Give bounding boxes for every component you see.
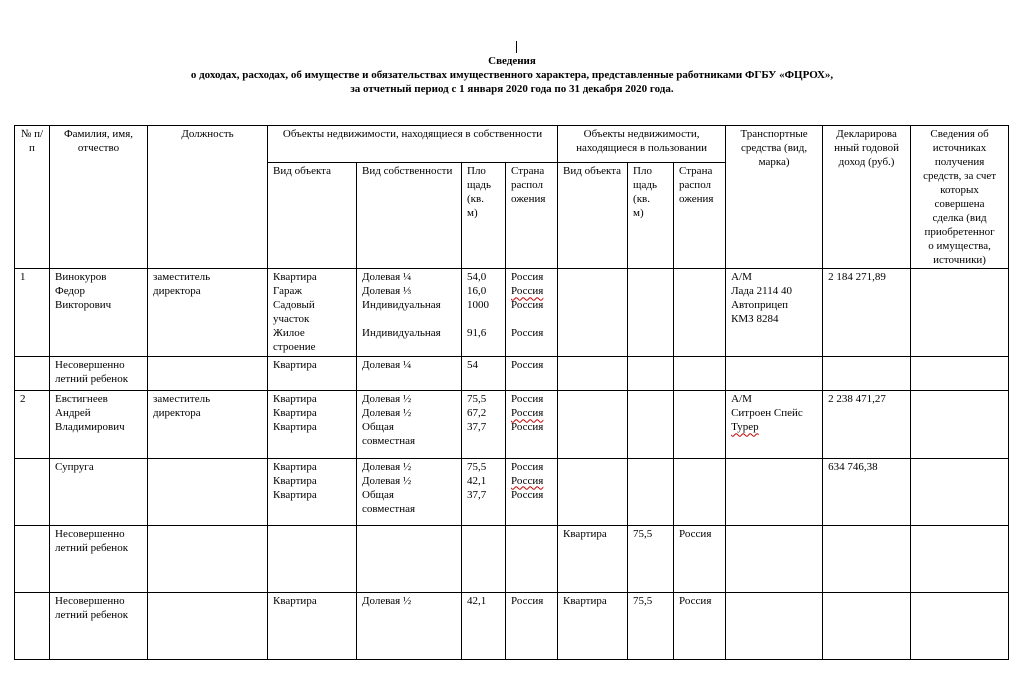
cell-own-object [268,391,357,458]
cell-line: Россия [511,359,544,372]
cell-line: Квартира [563,527,607,540]
cell-num: 2 [15,391,50,458]
table-row [15,525,1009,592]
cell-line: нный годовой [834,142,899,154]
cell-num [15,357,50,391]
cell-line: Страна [511,165,545,178]
cell-income [823,525,911,592]
cell-line: Декларирова [836,128,897,140]
cell-line: Россия [511,271,544,284]
cell-line: Жилое [273,327,305,340]
cell-line: Гараж [273,285,302,298]
cell-line: 54,0 [467,271,487,284]
cell-line: Квартира [273,460,317,473]
cell-line: (кв. [633,193,650,206]
cell-sources [911,458,1009,525]
cell-line: 1000 [467,299,489,312]
cell-line: распол [679,179,712,192]
cell-sources [911,357,1009,391]
cell-line: Федор [55,285,86,298]
cell-own-object [268,592,357,659]
cell-line: ожения [679,193,714,206]
cell-transport [726,357,823,391]
cell-line: Пло [467,165,486,178]
cell-line: Пло [633,165,652,178]
declaration-table [14,125,1009,660]
header-used-object-type: Вид объекта [558,163,628,269]
cell-name [50,458,148,525]
cell-used-area [628,391,674,458]
cell-line: (кв. [467,193,484,206]
cell-line: Россия [511,421,544,434]
cell-name [50,357,148,391]
cell-used-country [674,525,726,592]
cell-name [50,391,148,458]
cell-line: Автоприцеп [731,299,789,312]
header-used-country [674,163,726,269]
cell-line: Несовершенно [55,527,125,540]
cell-line: Россия [511,488,544,501]
document-title: Сведения [488,55,536,67]
cell-transport [726,592,823,659]
header-position: Должность [148,126,268,269]
cell-line: совместная [362,502,416,515]
cell-sources [911,269,1009,357]
cell-used-country [674,592,726,659]
cell-line: 42,1 [467,594,487,607]
cell-line [362,312,456,326]
cell-line: щадь [633,179,658,192]
cell-position [148,525,268,592]
cell-line: Россия [511,393,544,406]
cell-line: Долевая ¼ [362,359,412,372]
cell-line: 37,7 [467,421,487,434]
cell-line: совместная [362,435,416,448]
cell-line: Квартира [273,474,317,487]
cell-line: сделка (вид [932,212,987,224]
cell-line: 75,5 [467,460,487,473]
cell-line: Владимирович [55,421,125,434]
cell-used-country [674,269,726,357]
cell-line: Садовый [273,299,315,312]
cell-line: Долевая ½ [362,407,412,420]
cell-line: Квартира [563,594,607,607]
cell-line: Несовершенно [55,359,125,372]
cell-line: Индивидуальная [362,327,441,340]
header-used-property: Объекты недвижимости, находящиеся в пользовании [558,126,726,163]
cell-line: ожения [511,193,546,206]
cell-line: КМЗ 8284 [731,313,779,326]
cell-line: Россия [511,460,544,473]
cell-line [467,312,500,326]
cell-line: совершена [934,198,985,210]
cell-line: Россия [511,327,544,340]
cell-line: о имущества, [928,240,991,252]
cell-line: Россия [511,299,544,312]
cell-position [148,592,268,659]
cell-own-area [462,458,506,525]
cell-num [15,458,50,525]
cell-used-area [628,357,674,391]
cell-line: Долевая ½ [362,460,412,473]
cell-used-country [674,391,726,458]
cell-line: летний ребенок [55,608,129,621]
cell-position [148,269,268,357]
table-row [15,592,1009,659]
header-used-area [628,163,674,269]
table-row [15,269,1009,357]
cell-line: Долевая ½ [362,474,412,487]
cell-position [148,391,268,458]
header-transport: Транспортные средства (вид, марка) [726,126,823,269]
cell-line: Винокуров [55,271,107,284]
cell-line: Ситроен Спейс [731,407,803,420]
cell-line: Андрей [55,407,91,420]
cell-line: источниках [932,142,987,154]
cell-own-area [462,357,506,391]
cell-line: Долевая ¼ [362,271,412,284]
cell-own-type [357,391,462,458]
cell-own-object [268,269,357,357]
table-row [15,458,1009,525]
cell-line: Россия [511,474,544,487]
cell-line: щадь [467,179,491,192]
cell-transport [726,525,823,592]
cell-own-country [506,391,558,458]
cell-income: 2 184 271,89 [823,269,911,357]
cell-used-country [674,357,726,391]
cell-line: А/М [731,271,752,284]
cell-line: Долевая ½ [362,594,412,607]
cell-own-object [268,357,357,391]
cell-line: распол [511,179,543,192]
cell-sources [911,391,1009,458]
text-cursor [516,41,517,53]
cell-own-country [506,525,558,592]
cell-transport [726,269,823,357]
cell-line: директора [153,285,201,298]
header-row-1 [15,126,1009,163]
cell-line: Несовершенно [55,594,125,607]
table-row [15,391,1009,458]
cell-line: получения [934,156,985,168]
table-row [15,357,1009,391]
cell-own-country [506,458,558,525]
header-sources [911,126,1009,269]
cell-line: Супруга [55,460,94,473]
cell-used-object [558,525,628,592]
cell-line: 67,2 [467,407,487,420]
cell-transport [726,391,823,458]
cell-name [50,525,148,592]
cell-line: Квартира [273,594,317,607]
cell-own-area [462,269,506,357]
header-income [823,126,911,269]
cell-num [15,525,50,592]
cell-used-object [558,592,628,659]
cell-line: которых [940,184,979,196]
cell-used-area [628,269,674,357]
document-subtitle: о доходах, расходах, об имуществе и обязательствах имущественного характера, представленные работниками ФГБУ «ФЦРОХ», [190,69,834,81]
cell-num [15,592,50,659]
cell-used-area [628,592,674,659]
cell-line: Квартира [273,421,317,434]
cell-line: 54 [467,359,478,372]
cell-line: заместитель [153,271,211,284]
cell-position [148,357,268,391]
cell-income [823,357,911,391]
cell-line: Квартира [273,271,317,284]
cell-line: м) [467,207,478,220]
cell-line: 16,0 [467,285,487,298]
cell-line: Россия [511,285,544,298]
cell-line: директора [153,407,201,420]
cell-line: источники) [933,254,986,266]
cell-line: Викторович [55,299,112,312]
cell-line: Долевая ½ [362,393,412,406]
cell-used-object [558,391,628,458]
cell-line: Евстигнеев [55,393,108,406]
document-period: за отчетный период с 1 января 2020 года по 31 декабря 2020 года. [350,83,674,95]
cell-sources [911,525,1009,592]
cell-own-type [357,458,462,525]
cell-line: 75,5 [633,527,653,540]
cell-used-object [558,458,628,525]
cell-own-area [462,592,506,659]
cell-line: 75,5 [633,594,653,607]
cell-line: Лада 2114 40 [731,285,792,298]
header-object-type: Вид объекта [268,163,357,269]
cell-line: Россия [679,527,712,540]
cell-line: м) [633,207,644,220]
cell-own-object [268,525,357,592]
cell-name [50,592,148,659]
cell-own-area [462,391,506,458]
cell-line: летний ребенок [55,373,129,386]
header-owned-property: Объекты недвижимости, находящиеся в собственности [268,126,558,163]
cell-line: Россия [679,594,712,607]
cell-used-country [674,458,726,525]
cell-line: Квартира [273,407,317,420]
cell-line: Сведения об [930,128,989,140]
cell-own-object [268,458,357,525]
cell-line: 75,5 [467,393,487,406]
cell-line: Квартира [273,393,317,406]
cell-line: заместитель [153,393,211,406]
cell-line: Страна [679,165,713,178]
cell-own-country [506,269,558,357]
cell-line: Россия [511,594,544,607]
cell-line: Турер [731,421,759,434]
cell-line: Долевая ⅓ [362,285,412,298]
cell-line: летний ребенок [55,541,129,554]
header-country [506,163,558,269]
cell-income [823,592,911,659]
cell-line: Общая [362,488,394,501]
cell-income: 634 746,38 [823,458,911,525]
cell-own-country [506,592,558,659]
cell-line: Россия [511,407,544,420]
cell-line: Индивидуальная [362,299,441,312]
cell-sources [911,592,1009,659]
cell-line: приобретенног [924,226,995,238]
cell-own-area [462,525,506,592]
cell-own-type [357,357,462,391]
cell-line: участок [273,313,310,326]
cell-line: А/М [731,393,752,406]
cell-line: 42,1 [467,474,487,487]
cell-own-type [357,269,462,357]
cell-line: 37,7 [467,488,487,501]
header-name: Фамилия, имя, отчество [50,126,148,269]
cell-used-area [628,525,674,592]
cell-num: 1 [15,269,50,357]
cell-transport [726,458,823,525]
cell-own-type [357,525,462,592]
cell-income: 2 238 471,27 [823,391,911,458]
cell-used-area [628,458,674,525]
cell-line [511,312,552,326]
cell-line: Квартира [273,359,317,372]
cell-own-country [506,357,558,391]
cell-line: 91,6 [467,327,487,340]
cell-own-type [357,592,462,659]
cell-line: строение [273,341,316,354]
cell-name [50,269,148,357]
cell-position [148,458,268,525]
header-ownership-type: Вид собственности [357,163,462,269]
cell-used-object [558,269,628,357]
header-num: № п/п [15,126,50,269]
cell-line: Квартира [273,488,317,501]
cell-line: доход (руб.) [838,156,895,168]
cell-line: Общая [362,421,394,434]
header-area [462,163,506,269]
cell-used-object [558,357,628,391]
cell-line: средств, за счет [923,170,997,182]
